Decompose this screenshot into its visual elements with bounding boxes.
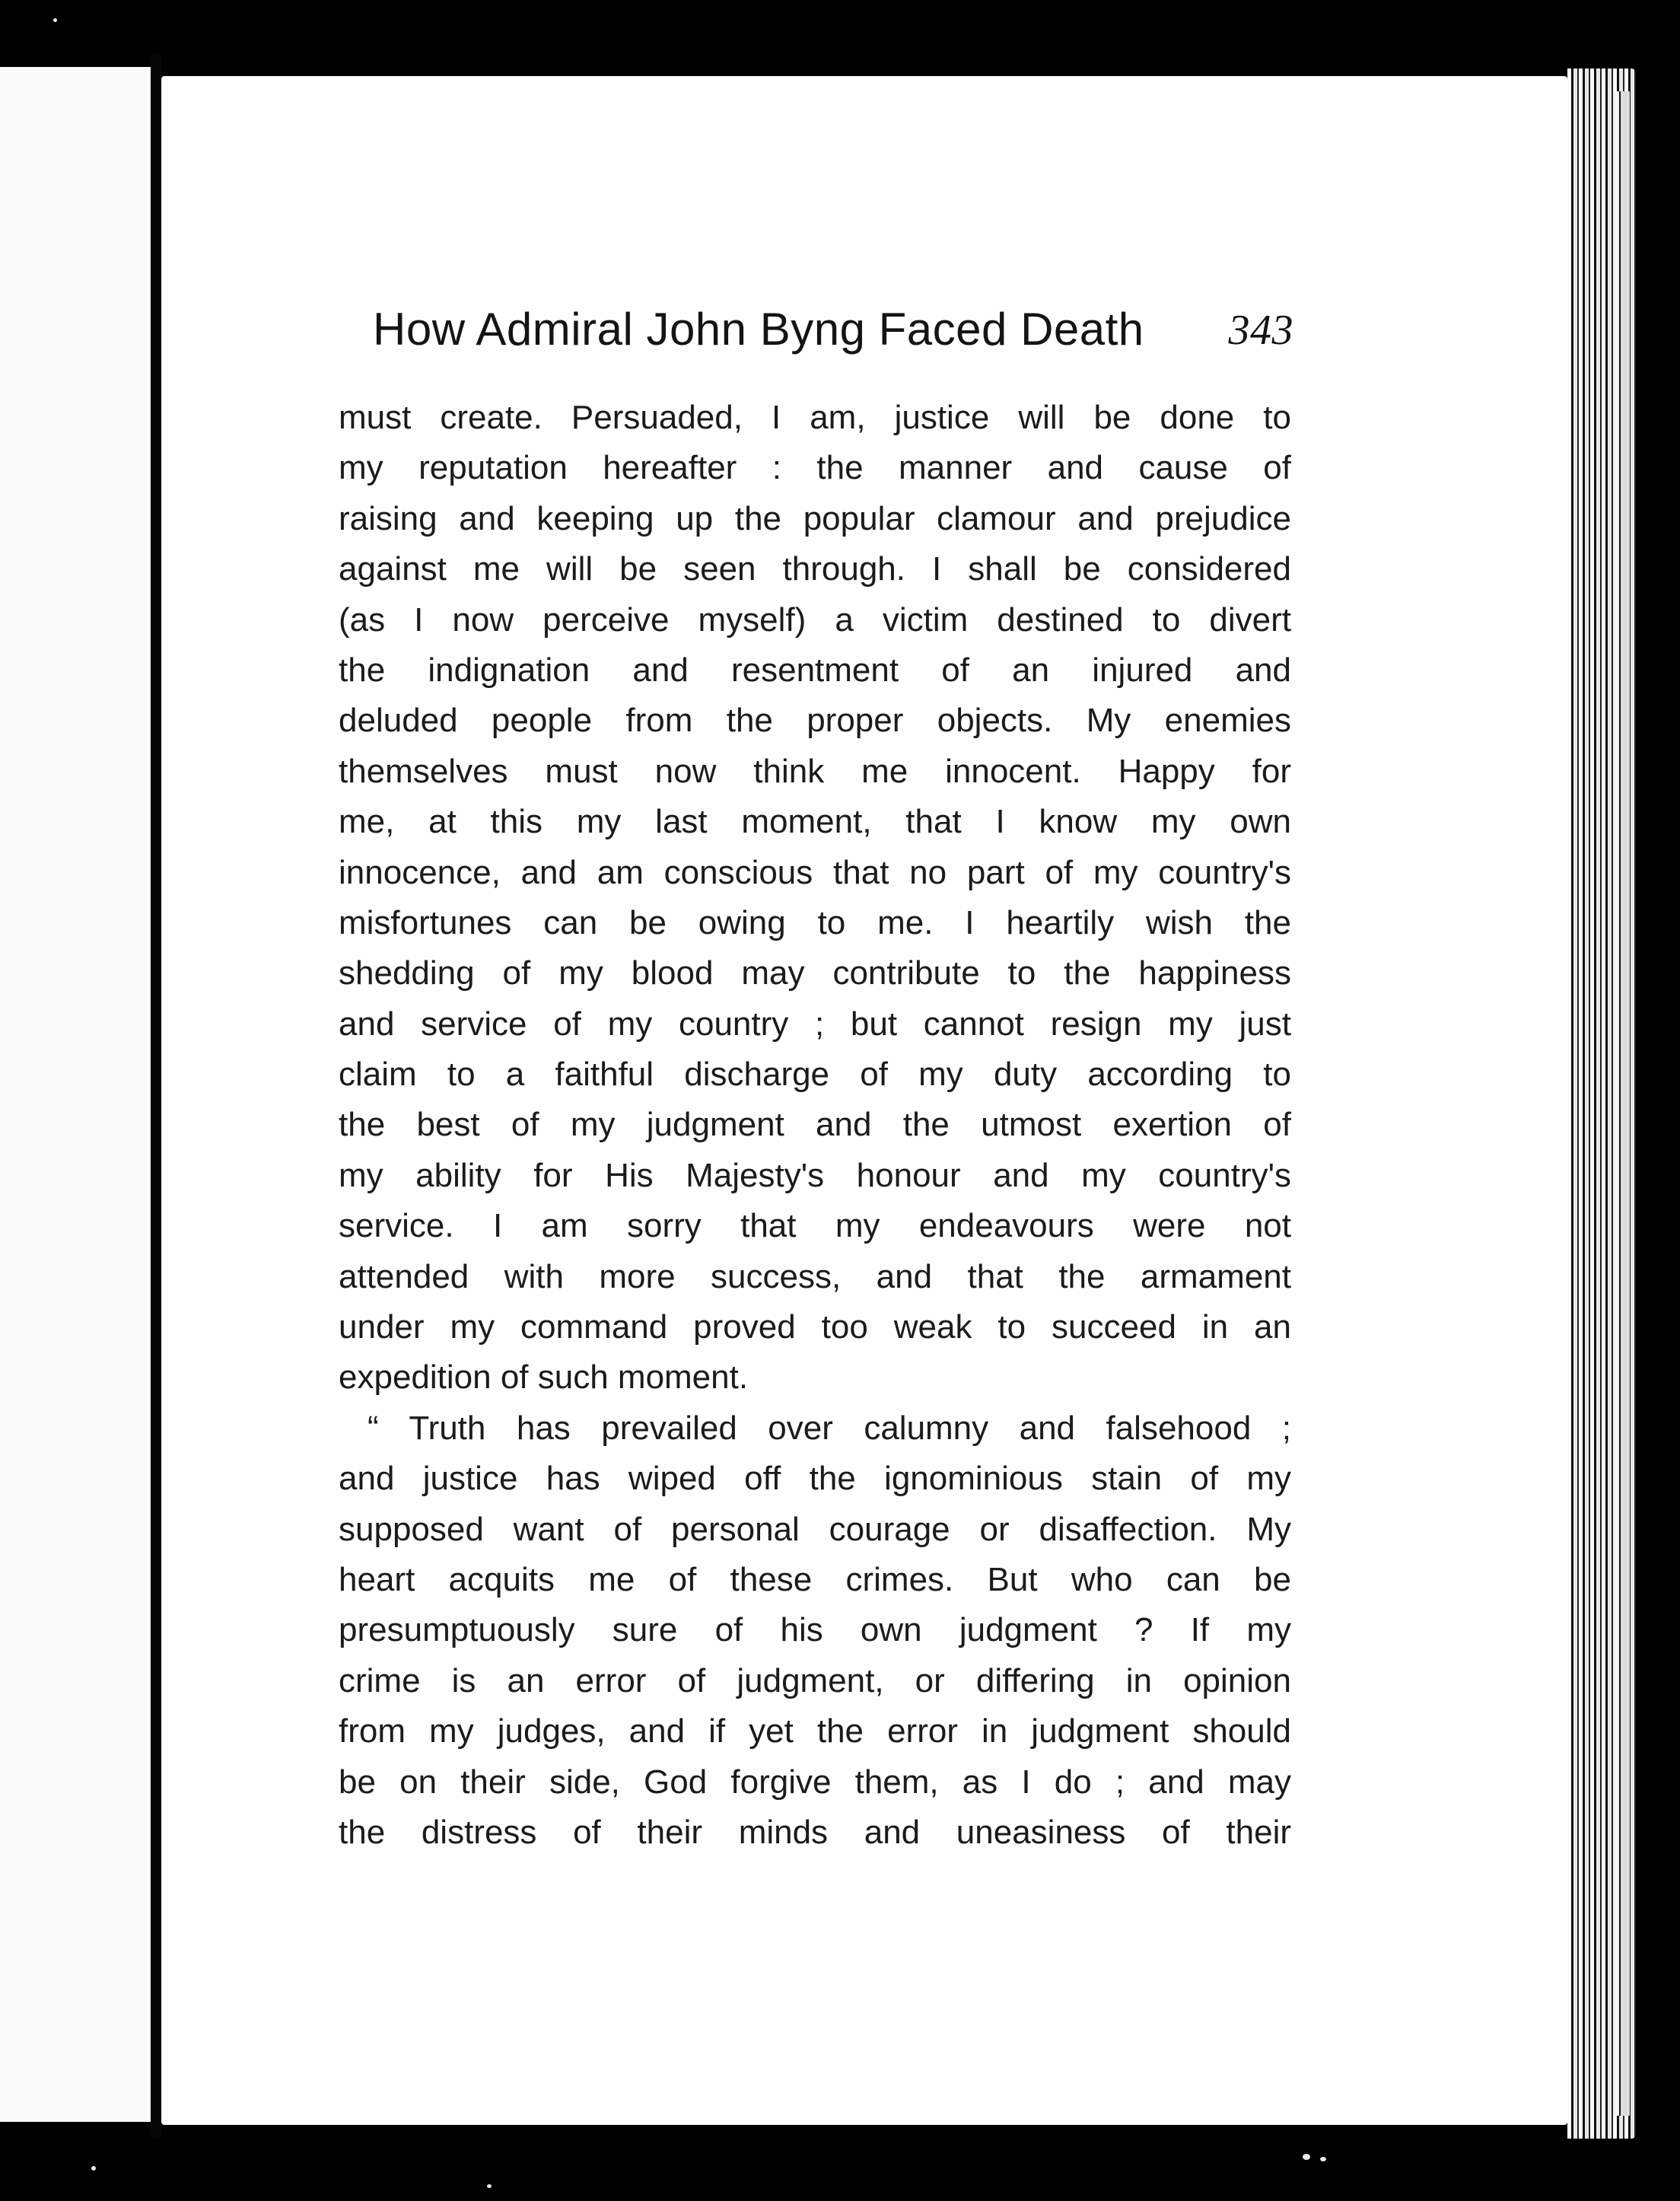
text-line: under my command proved too weak to succeed in an (339, 1308, 1291, 1346)
dust-speck (1320, 2157, 1326, 2161)
text-line: from my judges, and if yet the error in judgment should (339, 1712, 1291, 1750)
book-gutter (151, 53, 161, 2139)
text-line: shedding of my blood may contribute to the happiness (339, 954, 1291, 992)
text-line: presumptuously sure of his own judgment ? If my (339, 1611, 1291, 1649)
dust-speck (1303, 2154, 1310, 2160)
text-line: deluded people from the proper objects. My enemies (339, 702, 1291, 740)
text-line: claim to a faithful discharge of my duty according to (339, 1056, 1291, 1094)
facing-page (0, 67, 154, 2122)
text-line: (as I now perceive myself) a victim destined to divert (339, 600, 1291, 639)
paragraph-2 (339, 1403, 1291, 1859)
text-line: the best of my judgment and the utmost exertion of (339, 1106, 1291, 1144)
text-line: crime is an error of judgment, or differing in opinion (339, 1661, 1291, 1699)
text-line: must create. Persuaded, I am, justice will be done to (339, 399, 1291, 436)
text-line: “ Truth has prevailed over calumny and falsehood ; (368, 1409, 1291, 1447)
text-line: my ability for His Majesty's honour and my country's (339, 1156, 1291, 1194)
body-text (339, 393, 1291, 1858)
text-line: raising and keeping up the popular clamour and prejudice (339, 499, 1291, 537)
text-line: be on their side, God forgive them, as I do ; and may (339, 1763, 1291, 1801)
text-line: supposed want of personal courage or disaffection. My (339, 1510, 1291, 1548)
text-line: against me will be seen through. I shall be considered (339, 550, 1291, 588)
text-line: and service of my country ; but cannot resign my just (339, 1005, 1291, 1043)
text-line: me, at this my last moment, that I know my own (339, 803, 1291, 841)
dust-speck (487, 2184, 492, 2188)
text-line: expedition of such moment. (339, 1359, 749, 1397)
text-line: the indignation and resentment of an injured and (339, 651, 1291, 689)
text-line: service. I am sorry that my endeavours were not (339, 1207, 1291, 1245)
text-line: the distress of their minds and uneasiness of their (339, 1813, 1291, 1851)
paragraph-1 (339, 393, 1291, 1403)
text-line: innocence, and am conscious that no part of my country's (339, 853, 1291, 891)
page-number: 343 (1228, 307, 1293, 354)
dust-speck (53, 18, 57, 22)
text-line: themselves must now think me innocent. Happy for (339, 752, 1291, 790)
dust-speck (91, 2166, 96, 2171)
page-edges-outer (1613, 91, 1630, 2116)
text-line: and justice has wiped off the ignominious stain of my (339, 1460, 1291, 1498)
text-line: attended with more success, and that the armament (339, 1257, 1291, 1295)
running-head (373, 303, 1293, 371)
text-line: my reputation hereafter : the manner and cause of (339, 449, 1291, 487)
running-head-title: How Admiral John Byng Faced Death (373, 304, 1144, 355)
text-line: heart acquits me of these crimes. But who can be (339, 1560, 1291, 1598)
text-line: misfortunes can be owing to me. I heartily wish the (339, 903, 1291, 941)
